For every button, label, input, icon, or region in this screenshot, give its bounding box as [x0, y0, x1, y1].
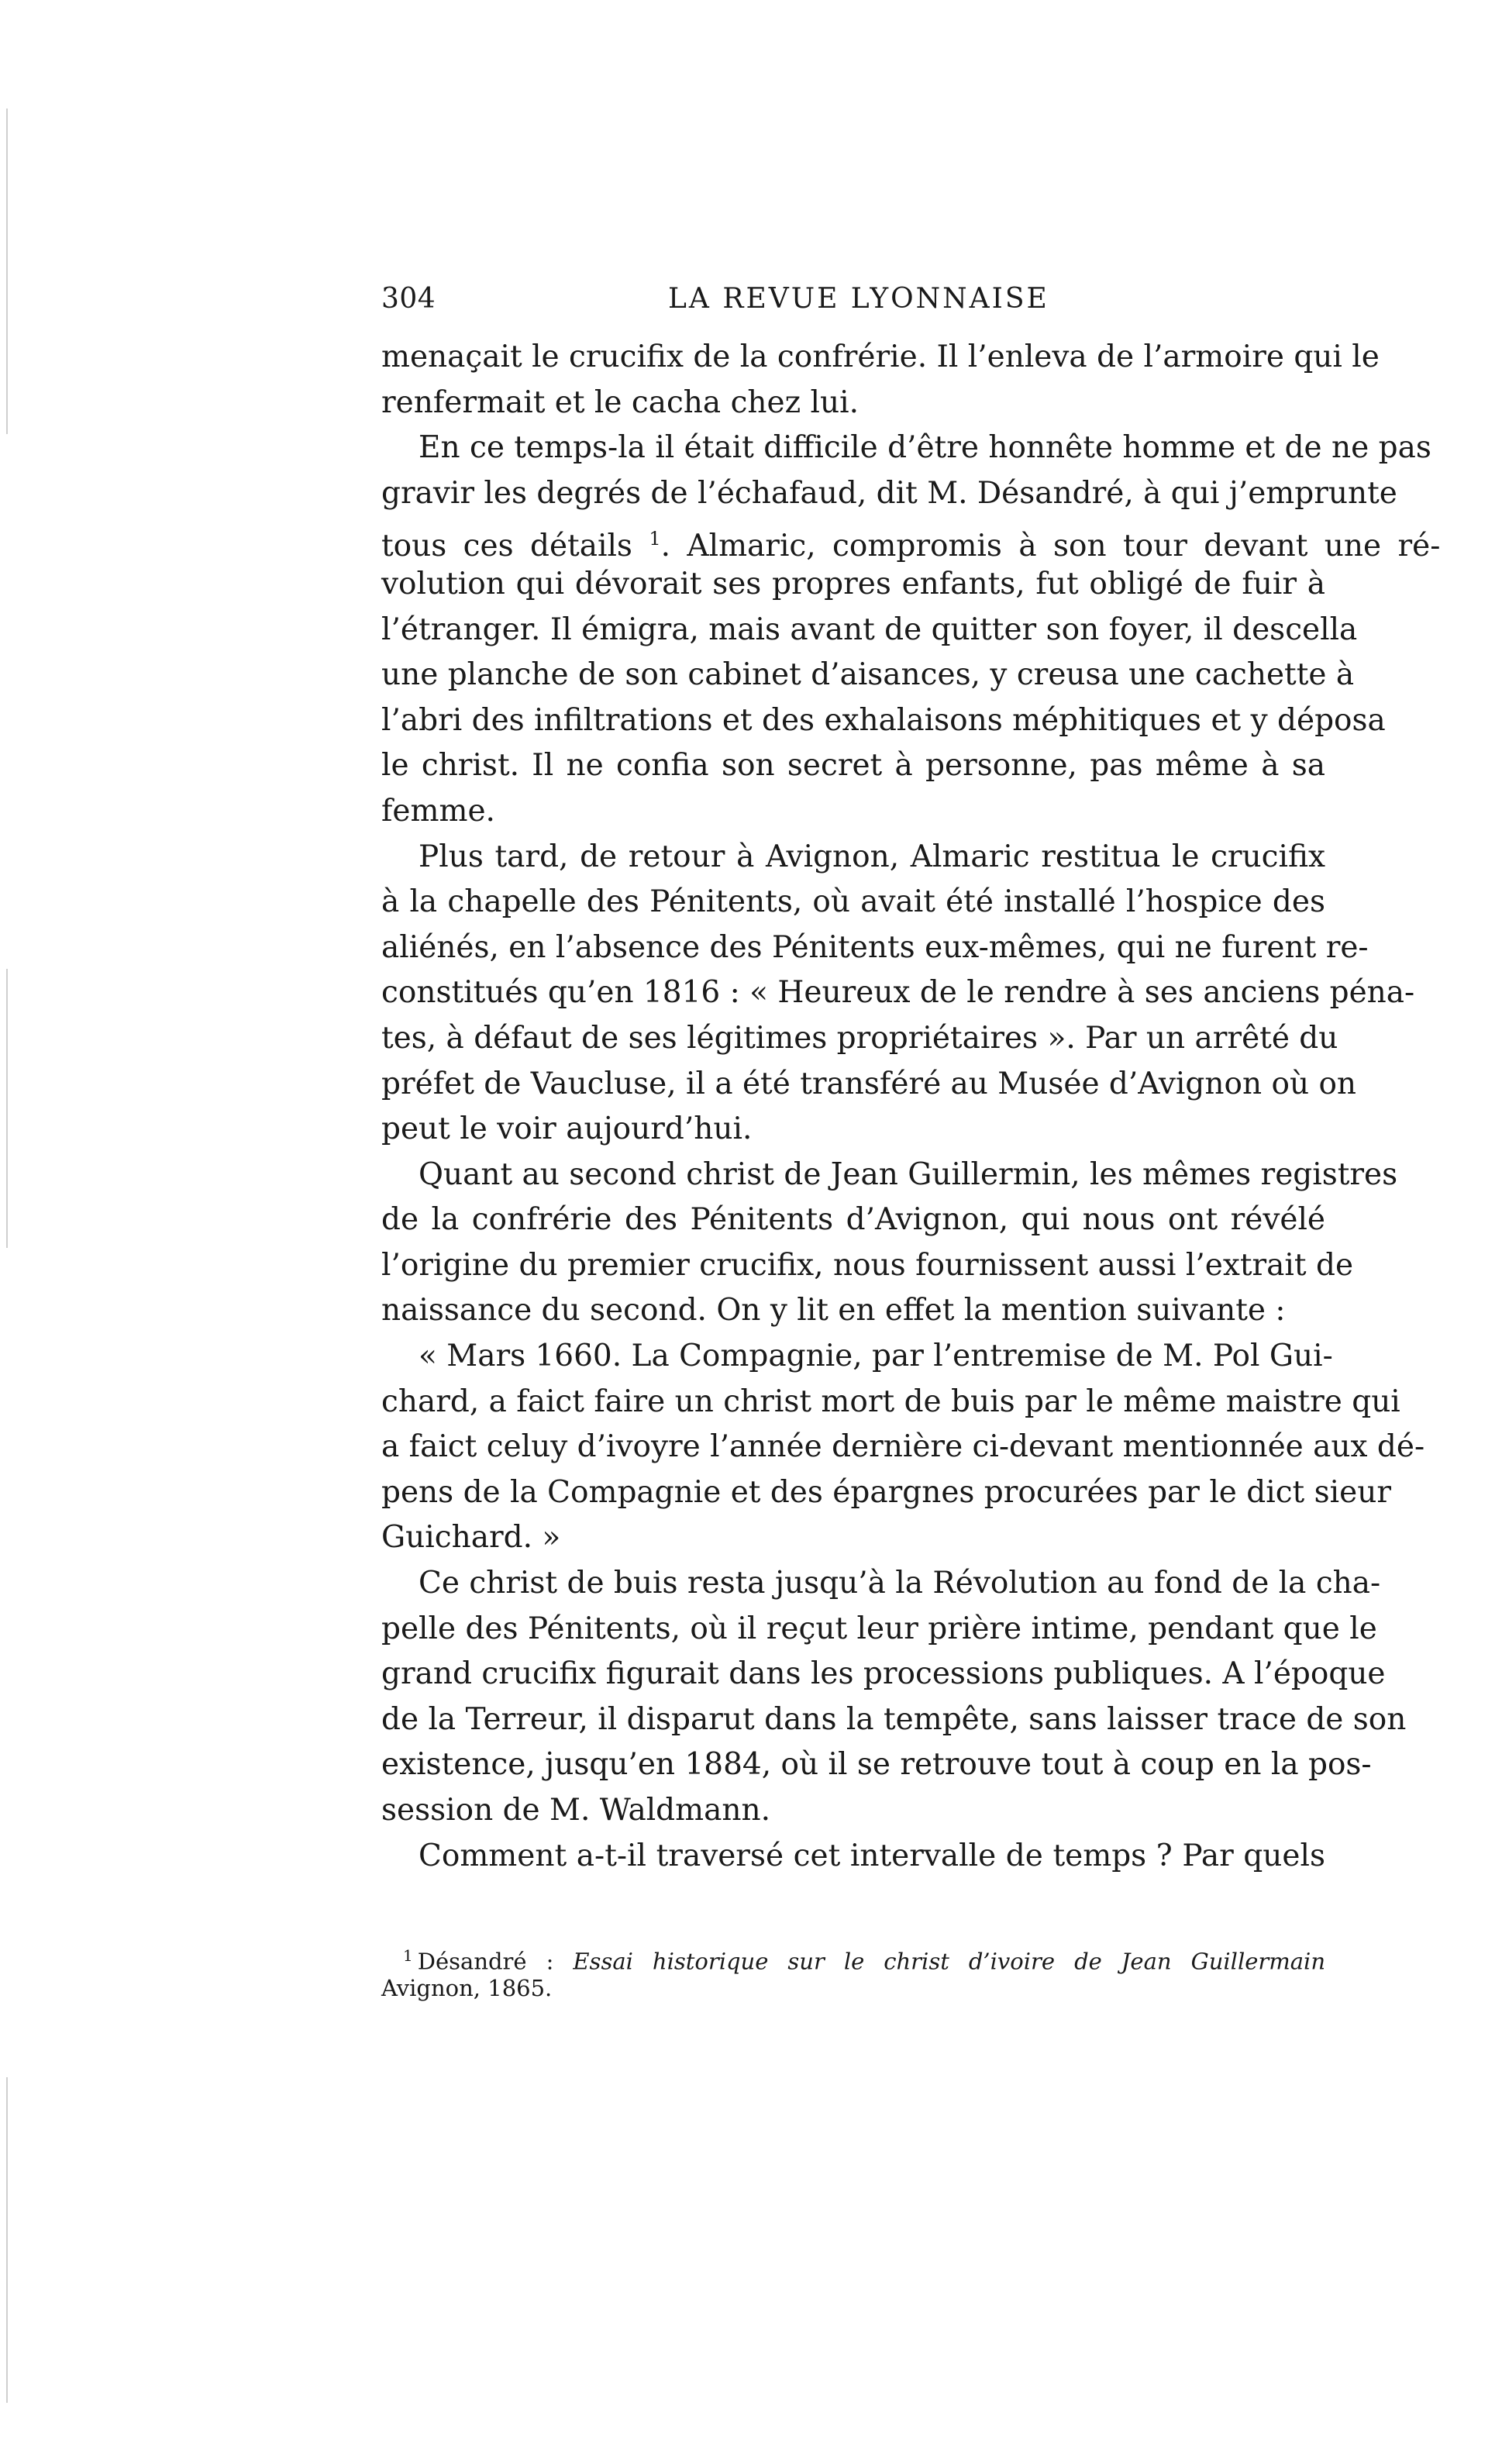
text-line: gravir les degrés de l’échafaud, dit M. Désandré, à qui j’emprunte: [381, 475, 1397, 511]
text-line: Comment a-t-il traversé cet intervalle de temps ? Par quels: [419, 1838, 1325, 1873]
text-line: Plus tard, de retour à Avignon, Almaric restitua le crucifix: [419, 839, 1325, 874]
footnote-reference: 1: [649, 528, 661, 550]
text-line: existence, jusqu’en 1884, où il se retrouve tout à coup en la pos-: [381, 1747, 1372, 1783]
text-line: En ce temps-la il était difficile d’être honnête homme et de ne pas: [419, 430, 1431, 466]
scan-edge-mark: [6, 109, 8, 434]
text-line: l’étranger. Il émigra, mais avant de quitter son foyer, il descella: [381, 612, 1358, 647]
text-line: a faict celuy d’ivoyre l’année dernière ci-devant mentionnée aux dé-: [381, 1429, 1425, 1465]
text-line: renfermait et le cacha chez lui.: [381, 384, 860, 420]
text-line: de la Terreur, il disparut dans la tempête, sans laisser trace de son: [381, 1701, 1407, 1737]
text-line: session de M. Waldmann.: [381, 1793, 771, 1828]
text-line: une planche de son cabinet d’aisances, y creusa une cachette à: [381, 657, 1355, 693]
text-line: peut le voir aujourd’hui.: [381, 1111, 753, 1147]
text-line: « Mars 1660. La Compagnie, par l’entremise de M. Pol Gui-: [419, 1339, 1333, 1374]
text-line: chard, a faict faire un christ mort de buis par le même maistre qui: [381, 1384, 1400, 1419]
text-line: naissance du second. On y lit en effet la mention suivante :: [381, 1293, 1286, 1328]
text-line: aliénés, en l’absence des Pénitents eux-mêmes, qui ne furent re-: [381, 929, 1369, 965]
text-line: Guichard. »: [381, 1520, 561, 1556]
text-line: pens de la Compagnie et des épargnes procurées par le dict sieur: [381, 1474, 1391, 1510]
footnote-title: Essai historique sur le christ d’ivoire de Jean Guillermain: [573, 1948, 1326, 1975]
footnote-marker: 1: [403, 1946, 413, 1965]
text-line: volution qui dévorait ses propres enfants, fut obligé de fuir à: [381, 566, 1325, 601]
text-segment: tous ces détails: [381, 529, 632, 564]
text-line: constitués qu’en 1816 : « Heureux de le rendre à ses anciens péna-: [381, 975, 1415, 1011]
text-line: de la confrérie des Pénitents d’Avignon, qui nous ont révélé: [381, 1202, 1325, 1238]
footnote-line: [381, 1939, 1326, 1975]
text-segment: . Almaric, compromis à son tour devant une ré-: [660, 529, 1441, 564]
body-text: [381, 335, 1441, 1879]
text-line: femme.: [381, 793, 495, 829]
text-line: tes, à défaut de ses légitimes propriétaires ». Par un arrêté du: [381, 1020, 1338, 1056]
page-number: 304: [381, 283, 436, 315]
text-line: préfet de Vaucluse, il a été transféré au Musée d’Avignon où on: [381, 1066, 1357, 1101]
text-line: grand crucifix figurait dans les processions publiques. A l’époque: [381, 1656, 1386, 1692]
footnote: [381, 1939, 1325, 2004]
footnote-line: Avignon, 1865.: [381, 1975, 553, 2001]
text-line: Quant au second christ de Jean Guillermin, les mêmes registres: [419, 1156, 1398, 1192]
text-line: l’origine du premier crucifix, nous fournissent aussi l’extrait de: [381, 1247, 1354, 1283]
running-title: LA REVUE LYONNAISE: [668, 283, 1049, 315]
text-line: le christ. Il ne confia son secret à personne, pas même à sa: [381, 748, 1325, 784]
scan-edge-mark: [6, 2077, 8, 2403]
footnote-author: Désandré :: [417, 1948, 554, 1975]
text-line: l’abri des infiltrations et des exhalaisons méphitiques et y déposa: [381, 702, 1386, 738]
text-line: Ce christ de buis resta jusqu’à la Révolution au fond de la cha-: [419, 1566, 1381, 1601]
text-line: pelle des Pénitents, où il reçut leur prière intime, pendant que le: [381, 1611, 1377, 1646]
running-header: [381, 283, 1325, 329]
text-line: [381, 516, 1441, 564]
text-line: menaçait le crucifix de la confrérie. Il l’enleva de l’armoire qui le: [381, 339, 1380, 374]
scan-edge-mark: [6, 969, 8, 1248]
text-line: à la chapelle des Pénitents, où avait été installé l’hospice des: [381, 884, 1325, 920]
